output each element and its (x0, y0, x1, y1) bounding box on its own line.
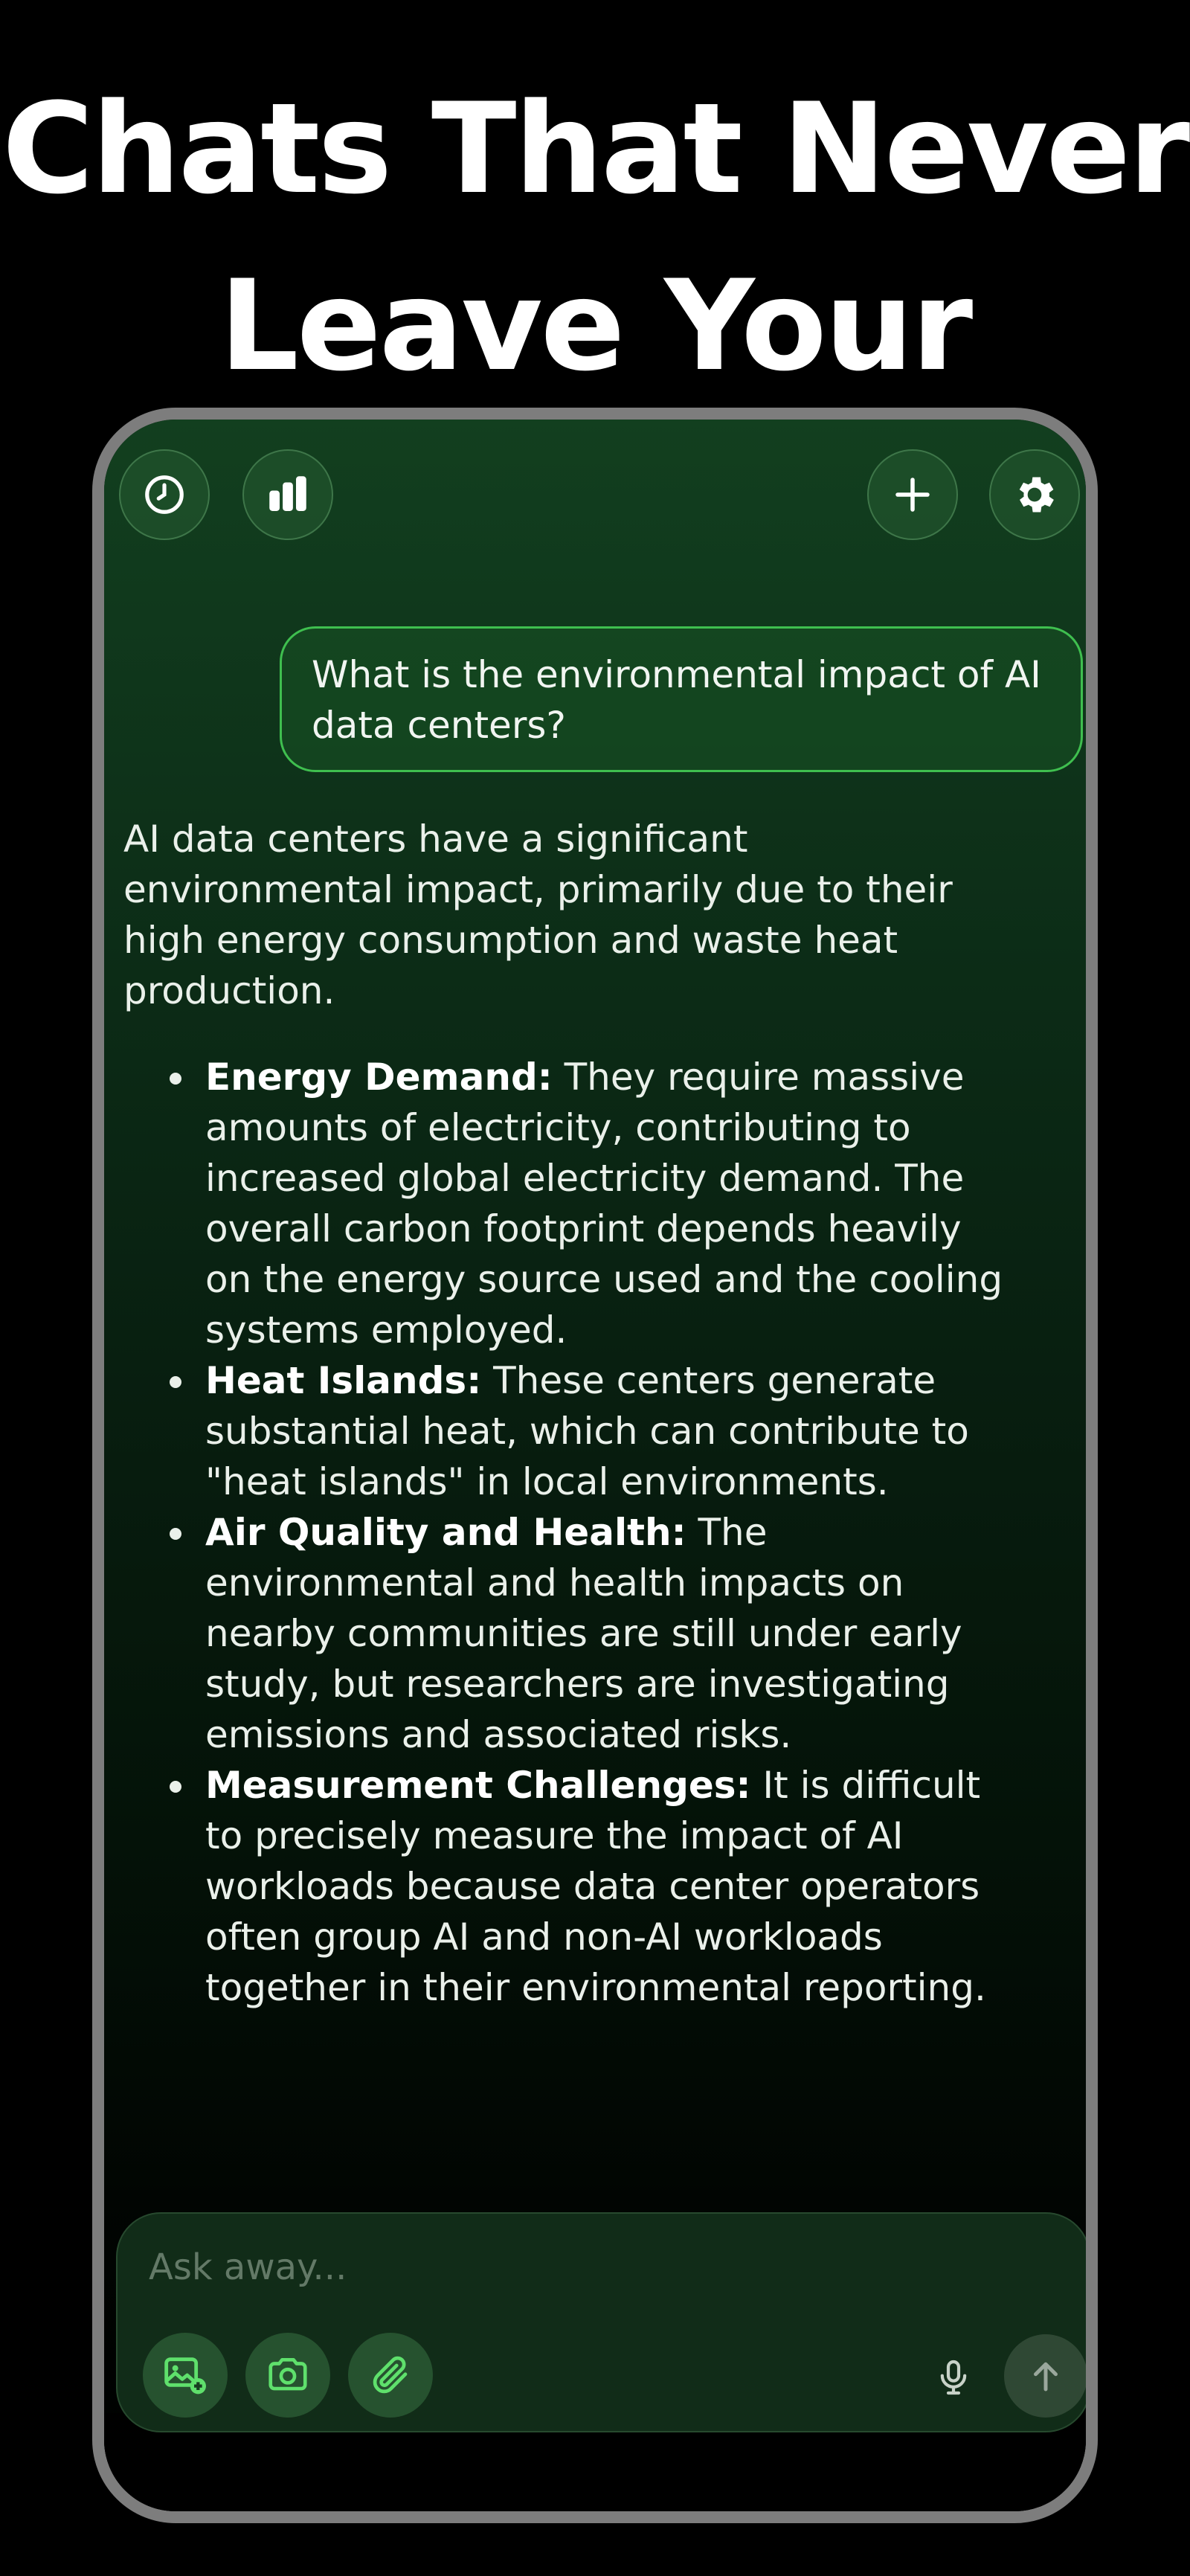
reply-intro: AI data centers have a significant environmental impact, primarily due to their high energy consumption and waste heat production. (123, 818, 953, 1012)
plus-icon (890, 472, 935, 517)
phone-frame (92, 408, 1098, 2523)
new-chat-button[interactable] (867, 449, 958, 540)
reply-bullet (205, 1760, 1016, 2013)
headline-line-1: Chats That Never (1, 76, 1189, 222)
bullet-text: It is difficult to precisely measure the impact of AI workloads because data center operators often group AI and non-AI workloads together in their environmental reporting. (205, 1764, 986, 2009)
camera-icon (265, 2352, 311, 2398)
composer-panel (116, 2212, 1090, 2432)
paperclip-icon (368, 2353, 413, 2397)
settings-button[interactable] (989, 449, 1080, 540)
add-image-button[interactable] (143, 2333, 228, 2418)
bullet-title: Air Quality and Health: (205, 1511, 686, 1554)
image-add-icon (161, 2351, 209, 2399)
send-arrow-icon (1026, 2356, 1066, 2396)
bullet-text: These centers generate substantial heat, which can contribute to "heat islands" in local environments. (205, 1359, 969, 1503)
send-button[interactable] (1004, 2334, 1087, 2418)
gear-icon (1011, 471, 1058, 518)
reply-bullet-list (123, 1052, 1016, 2013)
stats-button[interactable] (242, 449, 333, 540)
headline-line-2: Leave Your (219, 253, 971, 399)
history-button[interactable] (119, 449, 210, 540)
user-message-text: What is the environmental impact of AI data centers? (312, 653, 1041, 747)
bullet-title: Energy Demand: (205, 1056, 553, 1099)
microphone-icon (933, 2357, 974, 2398)
bullet-text: They require massive amounts of electricity, contributing to increased global electricity demand. The overall carbon footprint depends heavily on the energy source used and the cooling systems employed. (205, 1056, 1003, 1352)
user-message-bubble (280, 626, 1083, 772)
reply-bullet (205, 1355, 1016, 1507)
bullet-title: Measurement Challenges: (205, 1764, 751, 1807)
camera-button[interactable] (245, 2333, 330, 2418)
bullet-text: The environmental and health impacts on nearby communities are still under early study, but researchers are investigating emissions and associated risks. (205, 1511, 962, 1756)
message-input[interactable] (147, 2241, 894, 2294)
reply-bullet (205, 1052, 1016, 1355)
reply-bullet (205, 1507, 1016, 1760)
chat-screen (104, 420, 1086, 2511)
voice-input-button[interactable] (924, 2348, 983, 2407)
clock-icon (141, 472, 187, 518)
bar-chart-icon (263, 470, 312, 519)
attach-file-button[interactable] (348, 2333, 433, 2418)
assistant-reply (123, 814, 1016, 2013)
bullet-title: Heat Islands: (205, 1359, 482, 1402)
